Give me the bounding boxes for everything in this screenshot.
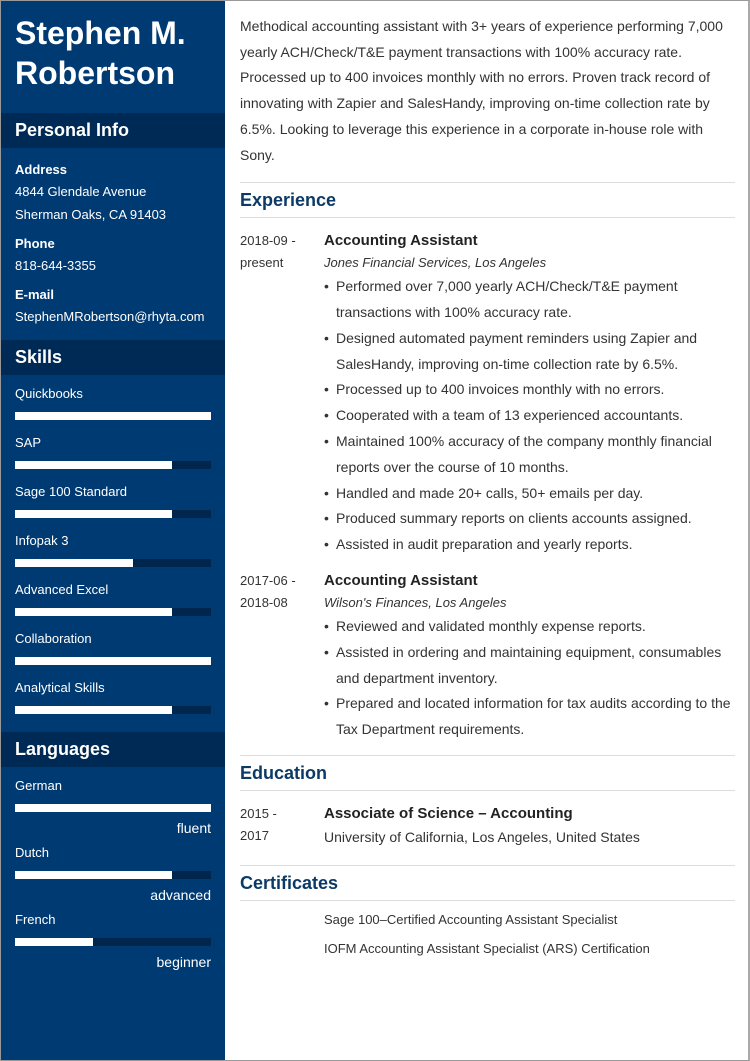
skill-bar xyxy=(15,608,211,616)
email[interactable]: StephenMRobertson@rhyta.com xyxy=(15,309,205,324)
job-entry xyxy=(240,570,735,743)
skills-list xyxy=(1,375,225,732)
experience-list xyxy=(240,230,735,743)
job-bullet: • Performed over 7,000 yearly ACH/Check/T&E payment transactions with 100% accuracy rate. xyxy=(324,274,735,326)
address-line-1: 4844 Glendale Avenue xyxy=(15,184,147,199)
certificate: Sage 100–Certified Accounting Assistant Specialist xyxy=(324,911,618,927)
skill-bar xyxy=(15,657,211,665)
languages-heading: Languages xyxy=(1,732,225,767)
skill-bar xyxy=(15,461,211,469)
phone-label: Phone xyxy=(15,236,55,251)
job-bullet: • Maintained 100% accuracy of the company monthly financial reports over the course of 10 months. xyxy=(324,429,735,481)
job-bullets xyxy=(324,614,735,743)
job-company: Jones Financial Services, Los Angeles xyxy=(324,255,547,271)
job-date-start: 2018-09 - xyxy=(240,233,296,249)
skill-name: Sage 100 Standard xyxy=(15,484,128,499)
skill-name: Advanced Excel xyxy=(15,582,109,597)
language-bar-fill xyxy=(15,804,211,812)
skills-heading: Skills xyxy=(1,340,225,375)
job-bullet: • Assisted in ordering and maintaining equipment, consumables and department inventory. xyxy=(324,640,735,692)
job-bullet: • Reviewed and validated monthly expense reports. xyxy=(324,614,735,640)
job-dates xyxy=(240,570,324,743)
skill-bar-fill xyxy=(15,559,133,567)
education-date-end: 2017 xyxy=(240,827,269,843)
skill-name: Quickbooks xyxy=(15,386,83,401)
job-title: Accounting Assistant xyxy=(324,571,478,589)
job-date-end: present xyxy=(240,255,284,271)
skill-bar-fill xyxy=(15,510,172,518)
experience-heading: Experience xyxy=(240,182,735,218)
summary: Methodical accounting assistant with 3+ years of experience performing 7,000 yearly ACH/Check/T&E payment transactions with 100% accuracy rate. Processed up to 400 invoices monthly with no errors. Proven track record of innovating with Zapier and SalesHandy, improving on-time collection rate by 6.5%. Looking to leverage this experience in a corporate in-house role with Sony. xyxy=(240,18,723,163)
personal-info xyxy=(1,148,225,340)
skill-bar-fill xyxy=(15,657,211,665)
email-label: E-mail xyxy=(15,287,55,302)
language-level: advanced xyxy=(150,887,211,903)
skill-bar-fill xyxy=(15,608,172,616)
personal-info-heading: Personal Info xyxy=(1,113,225,148)
main-content xyxy=(240,14,735,963)
skill-name: Infopak 3 xyxy=(15,533,69,548)
job-bullet: • Prepared and located information for tax audits according to the Tax Department requirements. xyxy=(324,691,735,743)
language-bar-fill xyxy=(15,938,93,946)
phone: 818-644-3355 xyxy=(15,258,96,273)
job-bullets xyxy=(324,274,735,558)
skill-name: SAP xyxy=(15,435,42,450)
language-bar xyxy=(15,938,211,946)
address-line-2: Sherman Oaks, CA 91403 xyxy=(15,207,167,222)
language-name: German xyxy=(15,778,62,793)
job-dates xyxy=(240,230,324,558)
job-bullet: • Processed up to 400 invoices monthly with no errors. xyxy=(324,377,735,403)
language-name: French xyxy=(15,912,56,927)
language-name: Dutch xyxy=(15,845,49,860)
job-title: Accounting Assistant xyxy=(324,232,478,250)
language-bar xyxy=(15,804,211,812)
language-level: beginner xyxy=(156,954,211,970)
job-date-end: 2018-08 xyxy=(240,594,288,610)
school: University of California, Los Angeles, United States xyxy=(324,828,640,845)
language-level: fluent xyxy=(176,820,211,836)
candidate-name xyxy=(1,1,225,113)
certificates-heading: Certificates xyxy=(240,865,735,901)
skill-bar-fill xyxy=(15,461,172,469)
skill-bar xyxy=(15,412,211,420)
degree: Associate of Science – Accounting xyxy=(324,804,573,822)
skill-bar xyxy=(15,706,211,714)
job-company: Wilson's Finances, Los Angeles xyxy=(324,594,507,610)
job-entry xyxy=(240,230,735,558)
education-date-start: 2015 - xyxy=(240,805,277,821)
name-line-1: Stephen M. xyxy=(15,15,186,51)
language-bar xyxy=(15,871,211,879)
education-entry xyxy=(240,803,735,849)
skill-bar xyxy=(15,559,211,567)
skill-bar-fill xyxy=(15,412,211,420)
skill-bar xyxy=(15,510,211,518)
skill-name: Collaboration xyxy=(15,631,92,646)
job-bullet: • Designed automated payment reminders using Zapier and SalesHandy, improving on-time collection rate by 6.5%. xyxy=(324,326,735,378)
name-line-2: Robertson xyxy=(15,55,175,91)
education-heading: Education xyxy=(240,755,735,791)
language-bar-fill xyxy=(15,871,172,879)
job-body xyxy=(324,230,735,558)
job-bullet: • Handled and made 20+ calls, 50+ emails per day. xyxy=(324,481,735,507)
address-label: Address xyxy=(15,162,68,177)
job-body xyxy=(324,570,735,743)
job-bullet: • Assisted in audit preparation and yearly reports. xyxy=(324,532,735,558)
sidebar xyxy=(1,1,225,1060)
languages-list xyxy=(1,767,225,990)
job-date-start: 2017-06 - xyxy=(240,572,296,588)
skill-name: Analytical Skills xyxy=(15,680,105,695)
certificate: IOFM Accounting Assistant Specialist (ARS) Certification xyxy=(324,940,650,956)
skill-bar-fill xyxy=(15,706,172,714)
job-bullet: • Produced summary reports on clients accounts assigned. xyxy=(324,506,735,532)
education-dates xyxy=(240,803,324,849)
certificates-list xyxy=(240,905,735,963)
job-bullet: • Cooperated with a team of 13 experienced accountants. xyxy=(324,403,735,429)
